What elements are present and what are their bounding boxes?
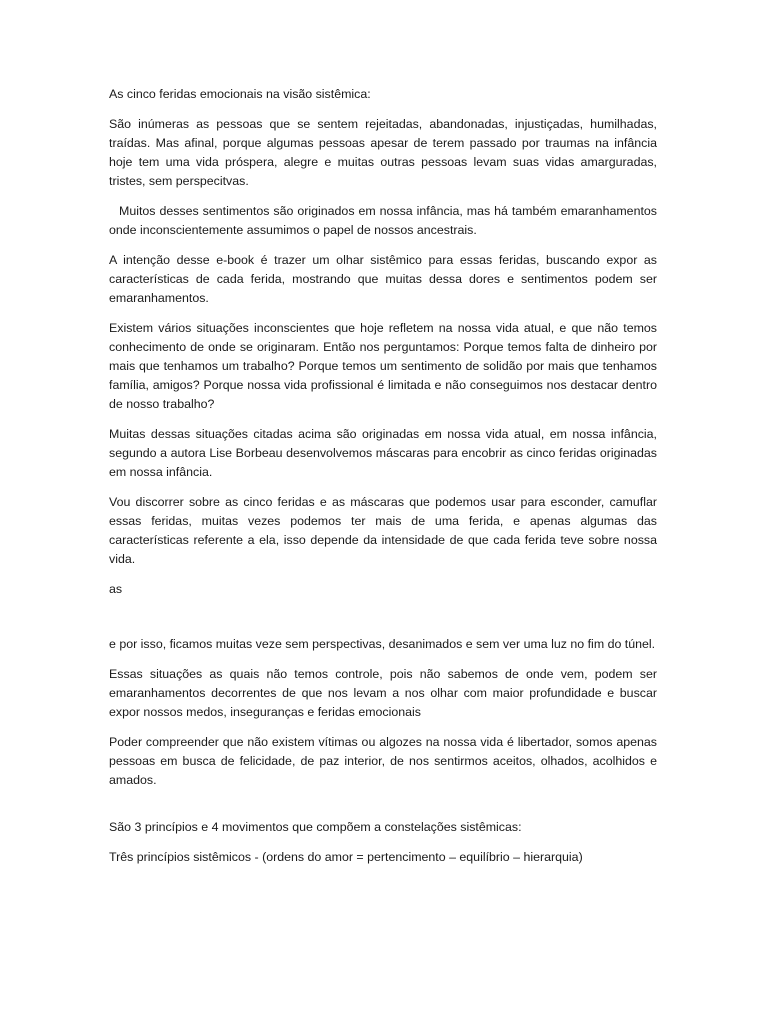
paragraph: A intenção desse e-book é trazer um olhar sistêmico para essas feridas, buscando expor as características de cada ferida, mostrando que muitas dessa dores e sentimentos podem ser emaranhamentos. — [109, 253, 657, 305]
paragraph: Muitas dessas situações citadas acima são originadas em nossa vida atual, em nossa infância, segundo a autora Lise Borbeau desenvolvemos máscaras para encobrir as cinco feridas originadas em nossa infância. — [109, 427, 657, 479]
paragraph: São inúmeras as pessoas que se sentem rejeitadas, abandonadas, injustiçadas, humilhadas, traídas. Mas afinal, porque algumas pessoas apesar de terem passado por traumas na infância hoje tem uma vida próspera, alegre e muitas outras pessoas levam suas vidas amarguradas, tristes, sem perspecitvas. — [109, 117, 657, 188]
paragraph: Muitos desses sentimentos são originados em nossa infância, mas há também emaranhamentos onde inconscientemente assumimos o papel de nossos ancestrais. — [109, 204, 657, 237]
paragraph: Poder compreender que não existem vítimas ou algozes na nossa vida é libertador, somos apenas pessoas em busca de felicidade, de paz interior, de nos sentirmos aceitos, olhados, acolhidos e amados. — [109, 735, 657, 787]
paragraph: e por isso, ficamos muitas veze sem perspectivas, desanimados e sem ver uma luz no fim do túnel. — [109, 637, 656, 651]
paragraph: Três princípios sistêmicos - (ordens do amor = pertencimento – equilíbrio – hierarquia) — [109, 850, 583, 864]
paragraph: Vou discorrer sobre as cinco feridas e as máscaras que podemos usar para esconder, camuflar essas feridas, muitas vezes podemos ter mais de uma ferida, e apenas algumas das características referente a ela, isso depende da intensidade de que cada ferida teve sobre nossa vida. — [109, 495, 657, 566]
paragraph: São 3 princípios e 4 movimentos que compõem a constelações sistêmicas: — [109, 820, 522, 834]
document-page — [109, 85, 657, 878]
paragraph: Existem vários situações inconscientes que hoje refletem na nossa vida atual, e que não temos conhecimento de onde se originaram. Então nos perguntamos: Porque temos falta de dinheiro por mais que tenhamos um trabalho? Porque temos um sentimento de solidão por mais que tenhamos família, amigos? Porque nossa vida profissional é limitada e não conseguimos nos destacar dentro de nosso trabalho? — [109, 321, 657, 411]
paragraph: Essas situações as quais não temos controle, pois não sabemos de onde vem, podem ser emaranhamentos decorrentes de que nos levam a nos olhar com maior profundidade e buscar expor nossos medos, inseguranças e feridas emocionais — [109, 667, 657, 719]
paragraph: as — [109, 582, 123, 596]
document-title: As cinco feridas emocionais na visão sistêmica: — [109, 87, 371, 101]
